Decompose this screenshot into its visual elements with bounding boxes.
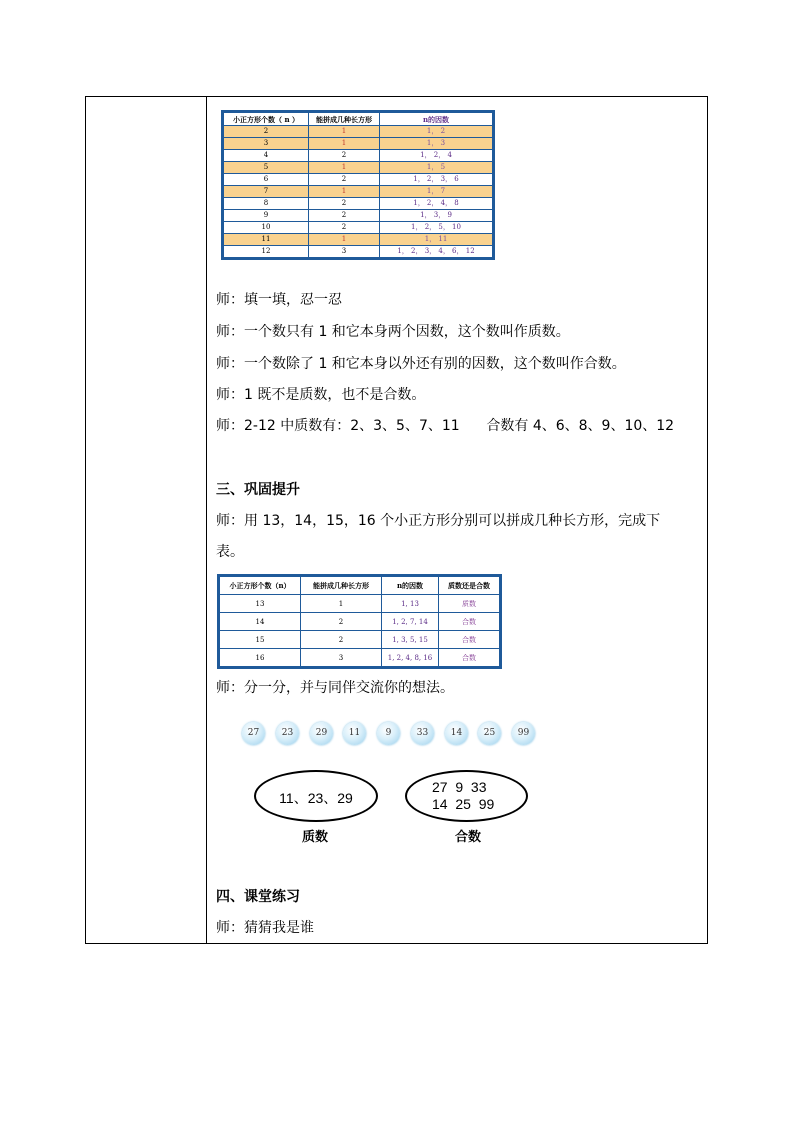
table-cell: 1， 2， 5， 10 [380, 222, 493, 234]
teacher-line: 师：一个数只有 1 和它本身两个因数，这个数叫作质数。 [216, 324, 570, 340]
header-cell: 质数还是合数 [439, 577, 500, 595]
table-row [220, 649, 500, 667]
table-cell: 1 [309, 186, 380, 198]
table-cell: 1， 2， 3， 4， 6， 12 [380, 246, 493, 258]
table-cell: 14 [220, 613, 301, 631]
table-row [224, 198, 493, 210]
table-cell: 2 [309, 222, 380, 234]
table-row [220, 613, 500, 631]
table-header-row [220, 577, 500, 595]
table-cell: 2 [309, 210, 380, 222]
table-cell: 合数 [439, 631, 500, 649]
table-row [224, 126, 493, 138]
table-cell: 2 [309, 150, 380, 162]
table-cell: 1， 11 [380, 234, 493, 246]
header-cell: 能拼成几种长方形 [301, 577, 382, 595]
number-bubble: 27 [242, 722, 265, 745]
table-row [224, 210, 493, 222]
number-bubble: 25 [478, 722, 501, 745]
column-divider [206, 96, 207, 944]
table-cell: 1， 3， 9 [380, 210, 493, 222]
table-cell: 1, 2, 7, 14 [382, 613, 439, 631]
teacher-line: 师：用 13，14，15，16 个小正方形分别可以拼成几种长方形，完成下 [216, 513, 661, 529]
prime-label: 质数 [302, 829, 329, 844]
teacher-line: 师：分一分，并与同伴交流你的想法。 [216, 680, 454, 696]
table-cell: 质数 [439, 595, 500, 613]
number-bubble: 29 [310, 722, 333, 745]
teacher-line: 师：2-12 中质数有：2、3、5、7、11 合数有 4、6、8、9、10、12 [216, 418, 675, 434]
table-cell: 2 [301, 631, 382, 649]
header-cell: 小正方形个数（n） [220, 577, 301, 595]
composite-ellipse [405, 770, 528, 822]
table-cell: 4 [224, 150, 309, 162]
table-cell: 1， 5 [380, 162, 493, 174]
table-cell: 11 [224, 234, 309, 246]
table-row [224, 222, 493, 234]
table-cell: 1 [301, 595, 382, 613]
table-cell: 1 [309, 138, 380, 150]
table-row [220, 595, 500, 613]
prime-ellipse [254, 770, 378, 822]
table-cell: 1， 2， 4 [380, 150, 493, 162]
table-cell: 合数 [439, 613, 500, 631]
table-cell: 1， 7 [380, 186, 493, 198]
composite-label: 合数 [455, 829, 482, 844]
table-cell: 1， 2， 4， 8 [380, 198, 493, 210]
number-bubble: 9 [377, 722, 400, 745]
table-cell: 15 [220, 631, 301, 649]
table-row [224, 174, 493, 186]
factor-table [221, 110, 495, 260]
composite-group-line: 14 25 99 [432, 796, 495, 812]
composite-group-line: 27 9 33 [432, 779, 487, 795]
number-bubble: 99 [512, 722, 535, 745]
number-bubble: 23 [276, 722, 299, 745]
table-cell: 1， 2， 3， 6 [380, 174, 493, 186]
table-cell: 10 [224, 222, 309, 234]
table-row [224, 246, 493, 258]
table-cell: 合数 [439, 649, 500, 667]
table-row [224, 186, 493, 198]
table-cell: 5 [224, 162, 309, 174]
section-heading: 四、课堂练习 [216, 889, 300, 905]
table-header-row [224, 113, 493, 126]
table-cell: 1, 13 [382, 595, 439, 613]
teacher-line: 师：一个数除了 1 和它本身以外还有别的因数，这个数叫作合数。 [216, 356, 626, 372]
table-cell: 3 [301, 649, 382, 667]
table-cell: 16 [220, 649, 301, 667]
table-row [224, 150, 493, 162]
table-row [224, 234, 493, 246]
table-cell: 6 [224, 174, 309, 186]
teacher-line: 表。 [216, 544, 244, 560]
table-cell: 3 [224, 138, 309, 150]
table-cell: 1， 2 [380, 126, 493, 138]
header-cell: n的因数 [380, 113, 493, 126]
table-cell: 9 [224, 210, 309, 222]
table-cell: 1 [309, 162, 380, 174]
header-cell: 能拼成几种长方形 [309, 113, 380, 126]
table-row [224, 138, 493, 150]
table-cell: 1 [309, 126, 380, 138]
number-bubble: 33 [411, 722, 434, 745]
table-cell: 13 [220, 595, 301, 613]
prime-group-text: 11、23、29 [279, 790, 353, 806]
practice-table [217, 574, 502, 669]
header-cell: 小正方形个数（ n ） [224, 113, 309, 126]
table-cell: 2 [301, 613, 382, 631]
table-cell: 2 [309, 174, 380, 186]
teacher-line: 师：猜猜我是谁 [216, 920, 314, 936]
table-cell: 8 [224, 198, 309, 210]
table-row [220, 631, 500, 649]
table-cell: 12 [224, 246, 309, 258]
table-cell: 1 [309, 234, 380, 246]
table-cell: 3 [309, 246, 380, 258]
header-cell: n的因数 [382, 577, 439, 595]
teacher-line: 师：1 既不是质数，也不是合数。 [216, 387, 426, 403]
table-cell: 7 [224, 186, 309, 198]
table-cell: 2 [309, 198, 380, 210]
teacher-line: 师：填一填，忍一忍 [216, 292, 342, 308]
section-heading: 三、巩固提升 [216, 482, 300, 498]
table-cell: 1, 3, 5, 15 [382, 631, 439, 649]
table-cell: 2 [224, 126, 309, 138]
number-bubble: 14 [445, 722, 468, 745]
number-bubble: 11 [343, 722, 366, 745]
table-cell: 1, 2, 4, 8, 16 [382, 649, 439, 667]
table-row [224, 162, 493, 174]
table-cell: 1， 3 [380, 138, 493, 150]
